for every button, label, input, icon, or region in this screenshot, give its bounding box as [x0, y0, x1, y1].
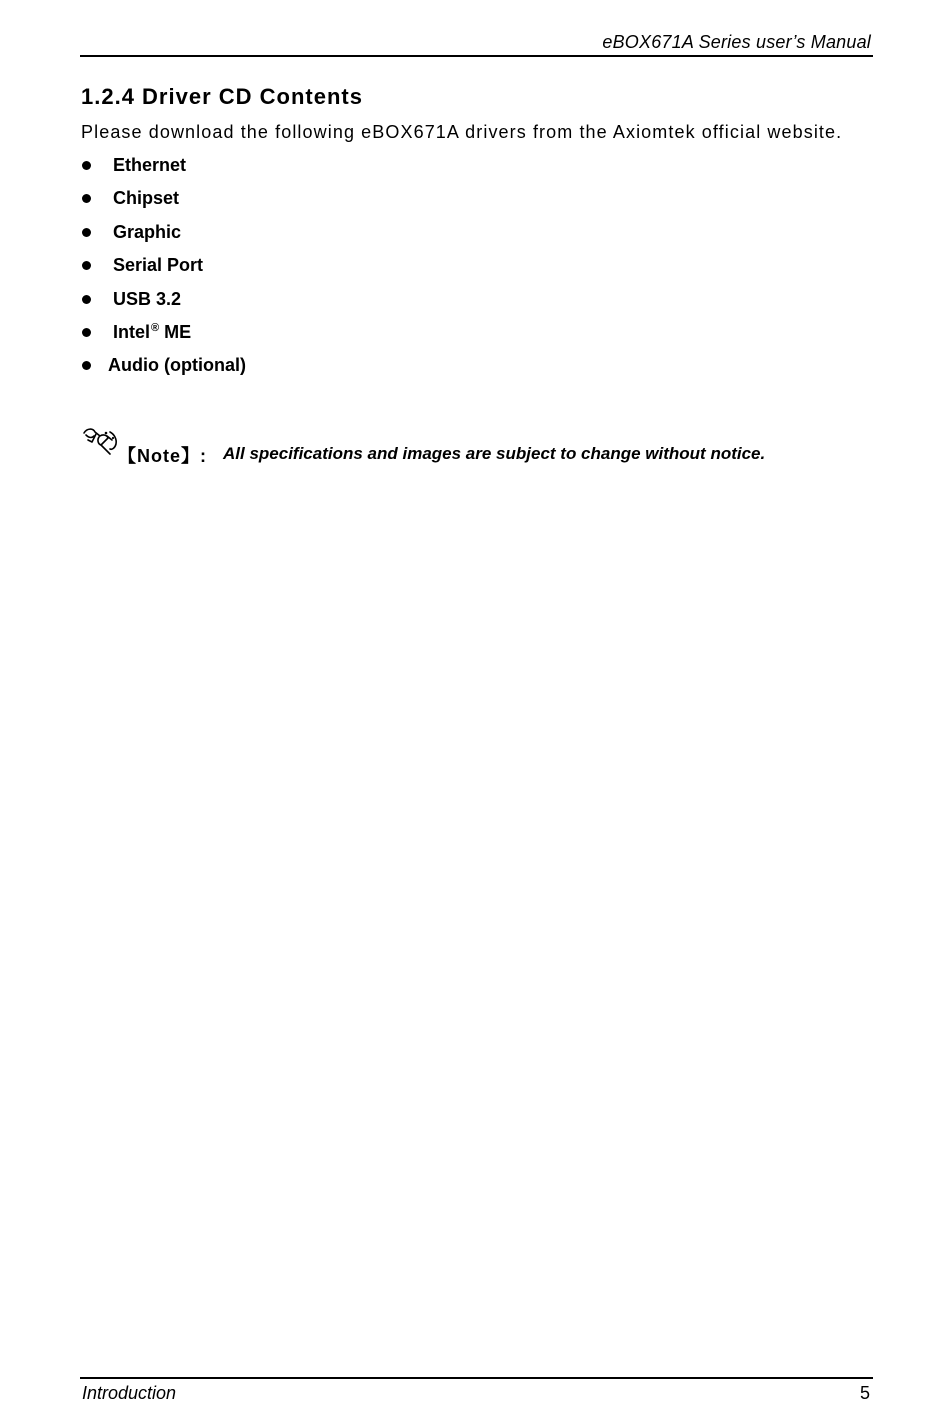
page-number: 5: [859, 1383, 870, 1403]
bullet-icon: [82, 361, 91, 370]
intro-paragraph: Please download the following eBOX671A drivers from the Axiomtek official website.: [81, 122, 843, 142]
pushpin-icon: [80, 424, 120, 456]
bullet-icon: [82, 328, 91, 337]
page-footer: [80, 1377, 873, 1409]
footer-section-name: Introduction: [82, 1383, 177, 1403]
note-label: 【Note】:: [118, 446, 207, 466]
registered-mark: ®: [151, 321, 160, 334]
driver-label-text: Intel: [113, 321, 151, 342]
driver-label: USB 3.2: [113, 288, 182, 309]
driver-label-suffix: ME: [159, 321, 192, 342]
bullet-icon: [82, 228, 91, 237]
note-text: All specifications and images are subject to change without notice.: [223, 444, 766, 463]
bullet-icon: [82, 261, 91, 270]
driver-label-intel-me: [113, 322, 191, 343]
note-block: [80, 424, 880, 464]
bullet-icon: [82, 161, 91, 170]
driver-label: Audio (optional): [108, 355, 246, 376]
driver-label: Serial Port: [113, 255, 204, 276]
driver-label: Ethernet: [113, 155, 187, 175]
bullet-icon: [82, 295, 91, 304]
section-title: 1.2.4 Driver CD Contents: [81, 84, 363, 109]
driver-label: Chipset: [113, 188, 180, 209]
page-header: [80, 30, 873, 57]
manual-title: eBOX671A Series user’s Manual: [602, 32, 871, 52]
driver-label: Graphic: [113, 221, 182, 242]
bullet-icon: [82, 194, 91, 203]
